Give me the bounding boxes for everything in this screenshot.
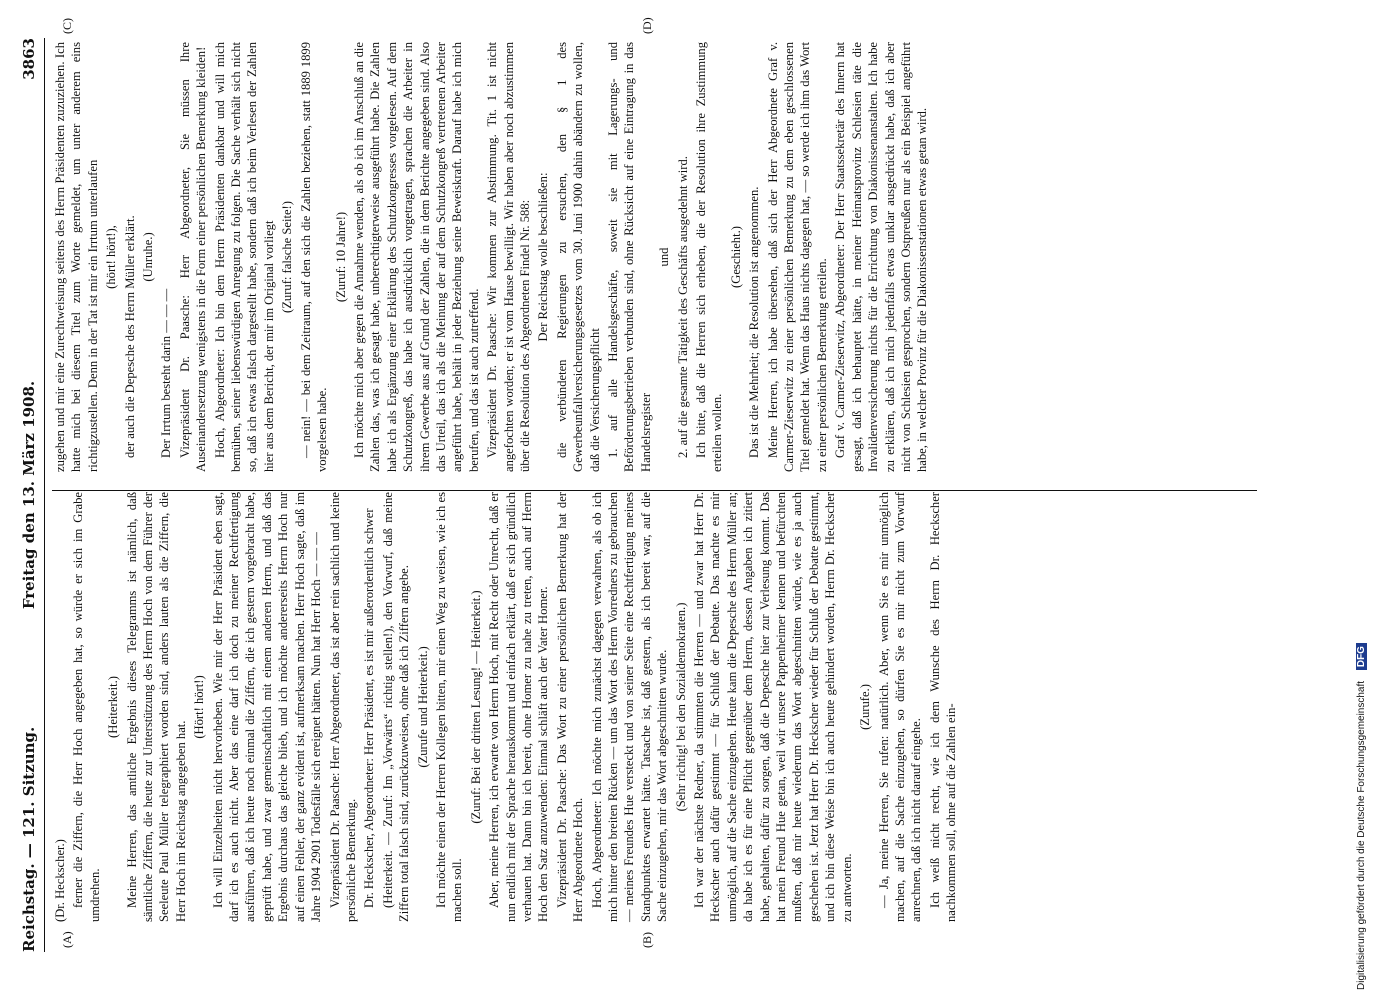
paragraph: der auch die Depesche des Herrn Müller erklärt. (122, 215, 137, 458)
paragraph: Dr. Heckscher, Abgeordneter: Herr Präsident, es ist mir außerordentlich schwer (362, 508, 377, 908)
paragraph: — nein! — bei dem Zeitraum, auf den sich die Zahlen beziehen, statt 1889 1899 vorgelesen habe. (298, 42, 330, 472)
paragraph: Vizepräsident Dr. Paasche: Das Wort zu einer persönlichen Bemerkung hat der Herr Abgeordnete Hoch. (554, 492, 586, 922)
paragraph: Vizepräsident Dr. Paasche: Herr Abgeordneter, das ist aber rein sachlich und keine persönliche Bemerkung. (327, 492, 358, 922)
paragraph: Ich weiß nicht recht, wie ich dem Wunsche des Herrn Dr. Heckscher nachkommen soll, ohne auf die Zahlen ein- (927, 492, 959, 922)
header-page-number: 3863 (20, 38, 38, 80)
paragraph: (Zurufe.) (858, 684, 873, 730)
paragraph: Ich möchte mich aber gegen die Annahme wenden, als ob ich im Anschluß an die Zahlen das, was ich gesagt habe, unberechtigterweise ausgeführt habe. Die Zahlen habe ich als Ergänzung einer Erklärung des Schutzkongresses vorgelesen. Auf dem Schutzkongreß, das habe ich ausdrücklich vorgetragen, sprachen die Arbeiter in ihrem Gewerbe aus auf Grund der Zahlen, die in dem Berichte angegeben sind. Also das Urteil, das ich als die Meinung der auf dem Schutzkongreß vertretenen Arbeiter angeführt habe, behält in jeder Beziehung seine Beweiskraft. Darauf habe ich mich berufen, und das ist auch zutreffend. (351, 42, 481, 472)
paragraph: (Zuruf: falsche Seite!) (280, 201, 295, 313)
paragraph: die verbündeten Regierungen zu ersuchen, den § 1 des Gewerbeunfallversicherungsgesetzes vom 30. Juni 1900 dahin abändern zu wollen, daß die Versicherungspflicht (554, 42, 602, 472)
paragraph: zugehen und mir eine Zurechtweisung seitens des Herrn Präsidenten zuzuziehen. Ich hatte mich bei diesem Titel zum Worte gemeldet, um unter anderem eins richtigzustellen. Denn in der Tat ist mir ein Irrtum unterlaufen (53, 42, 100, 472)
paragraph: Ich will Einzelheiten nicht hervorheben. Wie mir der Herr Präsident eben sagt, darf ich es auch nicht. Aber das eine darf ich doch zu meiner Rechtfertigung ausführen, daß ich heute noch einmal die Ziffern, die ich gestern vorgebracht habe, geprüft habe, und zwar gemeinschaftlich mit einem anderen Herrn, und daß das Ergebnis durchaus das gleiche blieb, und ich möchte andererseits Herrn Hoch nur auf einen Fehler, der ganz evident ist, aufmerksam machen. Herr Hoch sagte, daß im Jahre 1904 2901 Todesfälle sich ereignet hätten. Nun hat Herr Hoch — — — (210, 492, 324, 922)
column-divider (52, 490, 1257, 491)
paragraph: (Sehr richtig! bei den Sozialdemokraten.) (673, 602, 688, 812)
paragraph: Hoch, Abgeordneter: Ich möchte mich zunächst dagegen verwahren, als ob ich mich hinter den breiten Rücken — um das Wort des Herrn Vorredners zu gebrauchen — meines Freundes Hue versteckt und von seiner Seite eine Rechtfertigung meines Standpunktes erwartet hätte. Tatsache ist, daß gestern, als ich bereit war, auf die Sache einzugehen, mir das Wort abgeschnitten wurde. (589, 492, 670, 922)
paragraph: (Zuruf: 10 Jahre!) (333, 211, 348, 303)
paragraph: (hört! hört!), (104, 225, 119, 289)
paragraph: Aber, meine Herren, ich erwarte von Herrn Hoch, mit Recht oder Unrecht, daß er nun endlich mit der Sprache herauskommt und einfach erklärt, daß er sich gründlich verhauen hat. Dann bin ich bereit, ohne Homer zu nahe zu treten, auch auf Herrn Hoch den Satz anzuwenden: Einmal schläft auch der Vater Homer. (487, 492, 551, 922)
digitization-note (1356, 643, 1367, 990)
paragraph: (Heiterkeit.) (106, 676, 121, 738)
paragraph: Der Irrtum besteht darin — — — (159, 288, 174, 458)
header-session: Reichstag. — 121. Sitzung. (20, 726, 38, 952)
paragraph: Ich bitte, daß die Herren sich erheben, die der Resolution ihre Zustimmung erteilen wollen. (694, 42, 725, 472)
paragraph: und (657, 247, 672, 267)
paragraph: (Zurufe und Heiterkeit.) (415, 646, 430, 768)
paragraph: (Zuruf: Bei der dritten Lesung! — Heiterkeit.) (468, 590, 483, 824)
margin-mark-b: (B) (640, 932, 654, 948)
paragraph: Meine Herren, das amtliche Ergebnis dieses Telegramms ist nämlich, daß sämtliche Ziffern, die heute zur Unterstützung des Herrn Hoch von dem Führer der Seeleute Paul Müller telegraphiert worden sind, anders lauten als die Ziffern, die Herr Hoch im Reichstag angegeben hat. (124, 492, 188, 922)
paragraph: ferner die Ziffern, die Herr Hoch angegeben hat, so würde er sich im Grabe umdrehen. (71, 492, 102, 922)
paragraph: Das ist die Mehrheit; die Resolution ist angenommen. (747, 186, 762, 458)
paragraph: (Dr. Heckscher.) (53, 839, 67, 922)
paragraph: Ich möchte einen der Herren Kollegen bitten, mir einen Weg zu weisen, wie ich es machen soll. (433, 492, 465, 922)
paragraph: (Geschieht.) (728, 226, 743, 288)
margin-mark-d: (D) (640, 17, 654, 34)
paragraph: Vizepräsident Dr. Paasche: Herr Abgeordneter, Sie müssen Ihre Auseinandersetzung wenigstens in die Form einer persönlichen Bemerkung kleiden! (177, 42, 209, 472)
paragraph: Hoch, Abgeordneter: Ich bin dem Herrn Präsidenten dankbar und will mich bemühen, seiner liebenswürdigen Anregung zu folgen. Die Sache verhält sich nicht so, daß ich etwas falsch dargestellt habe, sondern daß ich beim Verlesen der Zahlen hier aus dem Bericht, der mir im Original vorliegt (212, 42, 276, 472)
paragraph: Graf v. Carmer-Zieserwitz, Abgeordneter: Der Herr Staatssekretär des Innern hat gesagt, daß ich behauptet hätte, in meiner Heimatsprovinz Schlesien täte die Invalidenversicherung nichts für die Errichtung von Diakonissenanstalten. Ich habe zu erklären, daß ich mich jedenfalls etwas unklar ausgedrückt habe, daß ich aber nicht von Schlesien gesprochen, sondern Ostpreußen nur als ein Beispiel angeführt habe, in welcher Provinz für die Diakonissenstationen etwas getan wird. (833, 42, 930, 472)
paragraph: 1. auf alle Handelsgeschäfte, soweit sie mit Lagerungs- und Beförderungsbetrieben verbunden sind, ohne Rücksicht auf eine Eintragung in das Handelsregister (606, 42, 653, 472)
paragraph: Meine Herren, ich habe übersehen, daß sich der Herr Abgeordnete Graf v. Carmer-Zieserwitz zu einer persönlichen Bemerkung zu dem eben geschlossenen Titel gemeldet hat. Wenn das Haus nichts dagegen hat, — so werde ich ihm das Wort zu einer persönlichen Bemerkung erteilen. (765, 42, 829, 472)
paragraph: (Heiterkeit. — Zuruf: Im „Vorwärts“ richtig stellen!), den Vorwurf, daß meine Ziffern total falsch sind, zurückzuweisen, ohne daß ich Ziffern angebe. (380, 492, 412, 922)
paragraph: (Hört! hört!) (192, 675, 207, 739)
header-date: Freitag den 13. März 1908. (20, 380, 38, 610)
right-column (52, 42, 933, 472)
paragraph: 2. auf die gesamte Tätigkeit des Geschäfts ausgedehnt wird. (675, 156, 690, 458)
paragraph: (Unruhe.) (141, 232, 156, 282)
paragraph: Der Reichstag wolle beschließen: (536, 172, 551, 342)
paragraph: Vizepräsident Dr. Paasche: Wir kommen zur Abstimmung. Tit. 1 ist nicht angefochten worden; er ist vom Hause bewilligt. Wir haben aber noch abzustimmen über die Resolution des Abgeordneten Findel Nr. 588: (485, 42, 532, 472)
margin-mark-c: (C) (60, 18, 74, 34)
digitization-text: Digitalisierung gefördert durch die Deutsche Forschungsgemeinschaft (1356, 680, 1367, 990)
header-rule (44, 38, 45, 952)
dfg-logo: DFG (1356, 643, 1367, 670)
left-column (52, 492, 962, 922)
margin-mark-a: (A) (60, 931, 74, 948)
page-header (14, 38, 42, 952)
paragraph: — Ja, meine Herren, Sie rufen: natürlich. Aber, wenn Sie es mir unmöglich machen, auf die Sache einzugehen, so dürfen Sie es mir nicht zum Vorwurf anrechnen, daß ich nicht darauf eingehe. (876, 492, 924, 922)
paragraph: Ich war der nächste Redner, da stimmten die Herren — und zwar hat Herr Dr. Heckscher auch dafür gestimmt — für Schluß der Debatte. Das machte es mir unmöglich, auf die Sache einzugehen. Heute kam die Depesche des Herrn Müller an; da habe ich es für eine Pflicht gegenüber dem Herrn, dessen Angaben ich zitiert habe, gehalten, dafür zu sorgen, daß die Depesche hier zur Verlesung kommt. Das hat mein Freund Hue getan, weil wir unsere Pappenheimer kennen und befürchten mußten, daß mir heute wiederum das Wort abgeschnitten würde, wie es ja auch geschehen ist. Jetzt hat Herr Dr. Heckscher wieder für Schluß der Debatte gestimmt, und ich bin diese Weise bin ich auch heute gehindert worden, Herrn Dr. Heckscher zu antworten. (692, 492, 854, 922)
